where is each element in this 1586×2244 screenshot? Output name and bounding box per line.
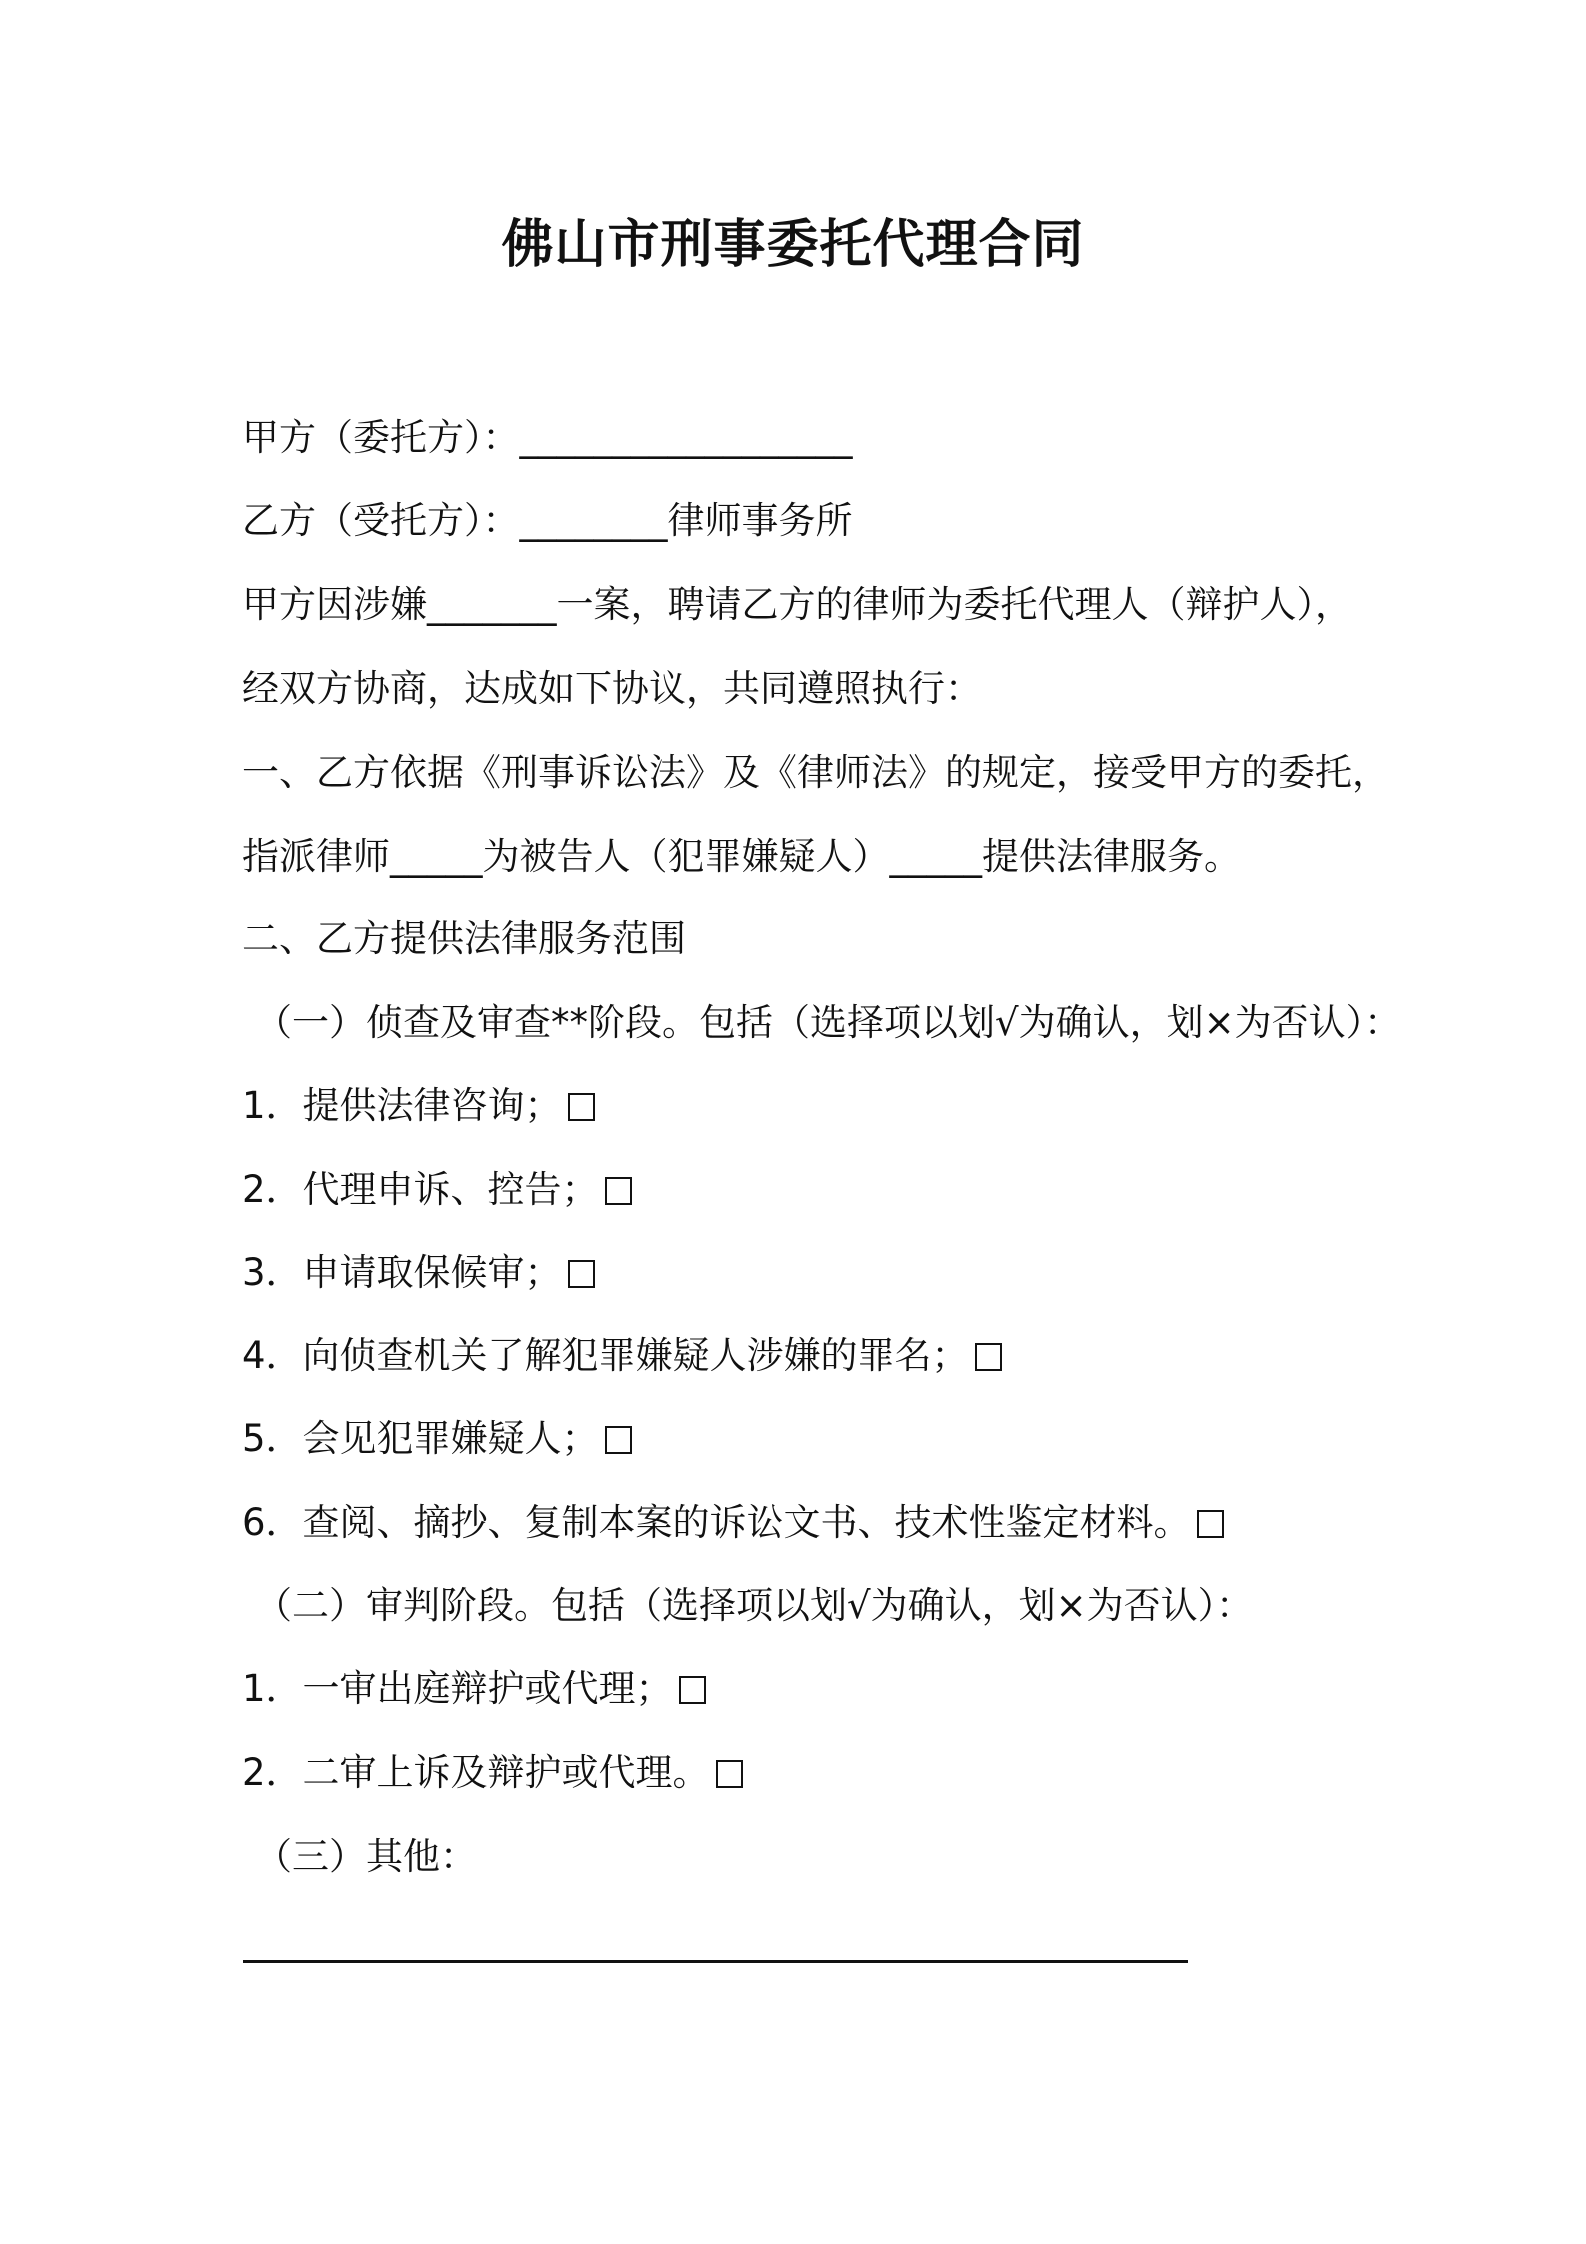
stage-1-item bbox=[242, 1165, 632, 1215]
stage-1-item bbox=[242, 1414, 632, 1464]
checkbox[interactable] bbox=[568, 1093, 595, 1121]
stage-1-item bbox=[242, 1248, 595, 1298]
stage-1-item bbox=[242, 1081, 595, 1131]
fill-in-blank-line[interactable] bbox=[243, 1960, 1188, 1963]
checkbox[interactable] bbox=[975, 1343, 1002, 1371]
stage-1-heading: （一）侦查及审查**阶段。包括（选择项以划√为确认，划×为否认）： bbox=[255, 1001, 1402, 1044]
stage-1-item-label: 4．向侦查机关了解犯罪嫌疑人涉嫌的罪名； bbox=[242, 1334, 969, 1377]
party-b-line: 乙方（受托方）：________律师事务所 bbox=[242, 499, 853, 542]
stage-1-item-label: 1．提供法律咨询； bbox=[242, 1084, 562, 1127]
party-a-line: 甲方（委托方）：__________________ bbox=[242, 416, 853, 459]
stage-2-heading: （二）审判阶段。包括（选择项以划√为确认，划×为否认）： bbox=[255, 1584, 1254, 1627]
checkbox[interactable] bbox=[679, 1676, 706, 1704]
checkbox[interactable] bbox=[716, 1760, 743, 1788]
stage-1-item-label: 6．查阅、摘抄、复制本案的诉讼文书、技术性鉴定材料。 bbox=[242, 1501, 1191, 1544]
document-title: 佛山市刑事委托代理合同 bbox=[501, 215, 1085, 275]
stage-2-item-label: 2．二审上诉及辩护或代理。 bbox=[242, 1751, 710, 1794]
stage-1-item-label: 5．会见犯罪嫌疑人； bbox=[242, 1417, 599, 1460]
stage-2-item bbox=[242, 1748, 743, 1798]
checkbox[interactable] bbox=[605, 1426, 632, 1454]
stage-1-item-label: 2．代理申诉、控告； bbox=[242, 1168, 599, 1211]
stage-1-item bbox=[242, 1331, 1002, 1381]
checkbox[interactable] bbox=[1197, 1510, 1224, 1538]
stage-2-item-label: 1．一审出庭辩护或代理； bbox=[242, 1667, 673, 1710]
clause-1-line-1: 一、乙方依据《刑事诉讼法》及《律师法》的规定，接受甲方的委托， bbox=[242, 751, 1389, 794]
intro-line-2: 经双方协商，达成如下协议，共同遵照执行： bbox=[242, 667, 982, 710]
stage-3-heading: （三）其他： bbox=[255, 1835, 477, 1878]
clause-1-line-2: 指派律师_____为被告人（犯罪嫌疑人）_____提供法律服务。 bbox=[242, 835, 1241, 878]
intro-line-1: 甲方因涉嫌_______一案，聘请乙方的律师为委托代理人（辩护人）， bbox=[242, 583, 1352, 626]
clause-2-heading: 二、乙方提供法律服务范围 bbox=[242, 917, 686, 960]
stage-1-item-label: 3．申请取保候审； bbox=[242, 1251, 562, 1294]
checkbox[interactable] bbox=[605, 1177, 632, 1205]
stage-1-item bbox=[242, 1498, 1224, 1548]
checkbox[interactable] bbox=[568, 1260, 595, 1288]
stage-2-item bbox=[242, 1664, 706, 1714]
